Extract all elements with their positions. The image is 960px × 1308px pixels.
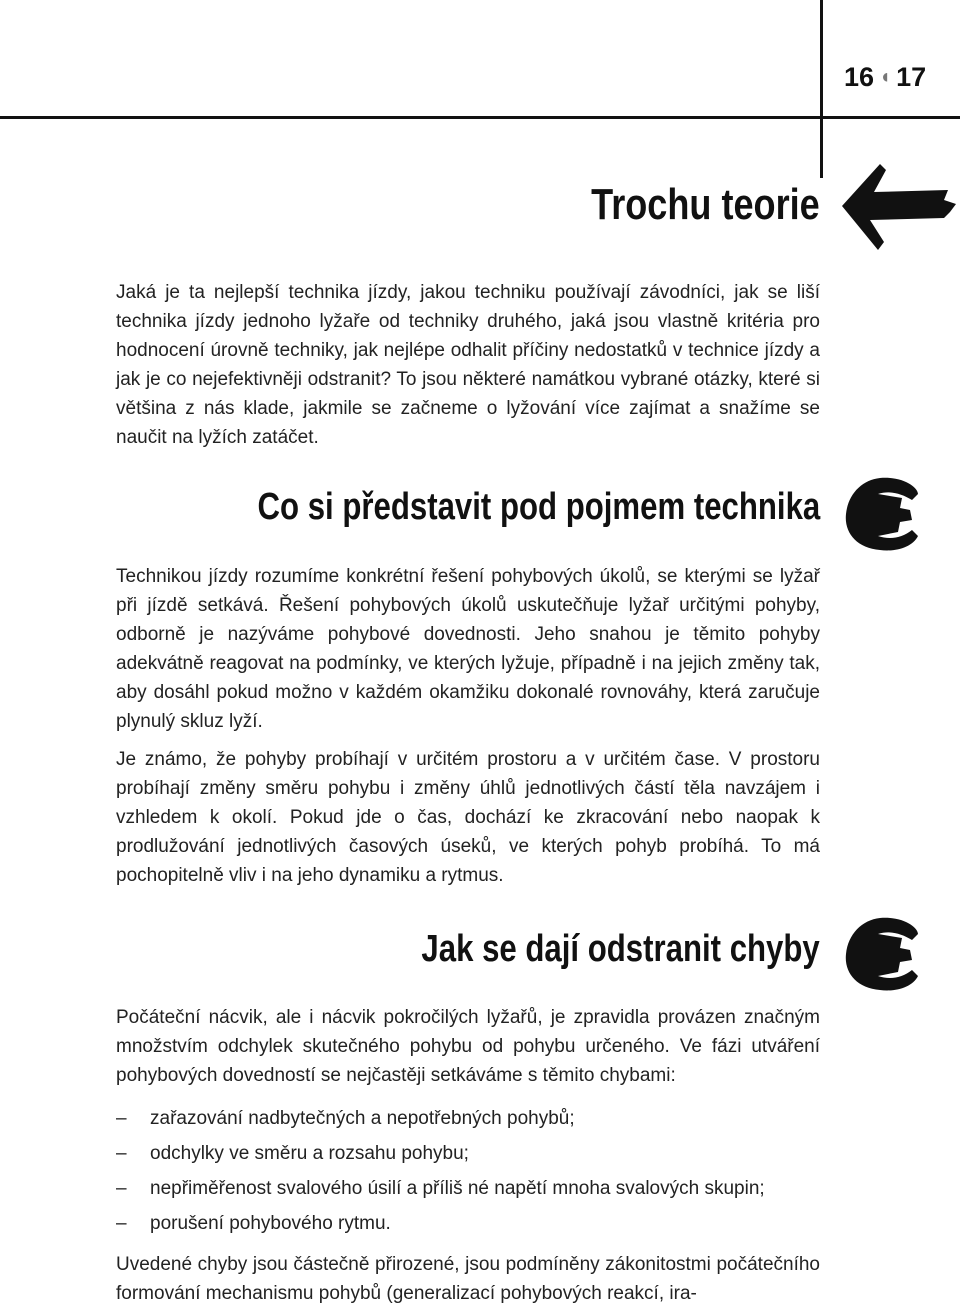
list-item-text: nepřiměřenost svalového úsilí a příliš né napětí mnoha svalových skupin;: [150, 1178, 765, 1199]
error-list: [116, 1104, 820, 1244]
arrow-left-icon: [842, 474, 922, 554]
paragraph-technika-1: Technikou jízdy rozumíme konkrétní řešení pohybových úkolů, se kterými se lyžař při jízdě setkává. Řešení pohybových úkolů uskutečňuje lyžař určitými pohyby, odborně je nazýváme pohybové dovednosti. Jeho snahou je těmito pohyby adekvátně reagovat na podmínky, ve kterých lyžuje, případně i na jejich změny tak, aby dosáhl pokud možno v každém okamžiku dokonalé rovnováhy, která zaručuje plynulý skluz lyží.: [116, 566, 820, 732]
list-bullet: –: [116, 1143, 127, 1164]
paragraph-teorie: Jaká je ta nejlepší technika jízdy, jakou techniku používají závodníci, jak se liší technika jízdy jednoho lyžaře od techniky druhého, jaká jsou vlastně kritéria pro hodnocení úrovně techniky, jak nejlépe odhalit příčiny nedostatků v technice jízdy a jak je co nejefektivněji odstranit? To jsou některé namátkou vybrané otázky, které si většina z nás klade, jakmile se začneme o lyžování více zajímat a snažíme se naučit na lyžích zatáčet.: [116, 282, 820, 448]
list-item-text: zařazování nadbytečných a nepotřebných pohybů;: [150, 1108, 575, 1129]
paragraph-chyby-closing: Uvedené chyby jsou částečně přirozené, jsou podmíněny zákonitostmi počátečního formování mechanismu pohybů (generalizací pohybových reakcí, ira-: [116, 1254, 820, 1304]
list-item-text: porušení pohybového rytmu.: [150, 1213, 391, 1234]
list-item: [116, 1209, 820, 1244]
list-bullet: –: [116, 1178, 127, 1199]
list-item: [116, 1104, 820, 1139]
page-number-left: 16: [844, 62, 875, 92]
section-title-teorie: Trochu teorie: [591, 180, 820, 229]
list-bullet: –: [116, 1213, 127, 1234]
page-numbers: [844, 62, 926, 93]
arrow-left-icon: [840, 160, 958, 252]
arrow-left-icon: [842, 914, 922, 994]
list-item: [116, 1139, 820, 1174]
paragraph-technika-2: Je známo, že pohyby probíhají v určitém prostoru a v určitém čase. V prostoru probíhají změny směru pohybu i změny úhlů jednotlivých částí těla navzájem i vzhledem k okolí. Pokud jde o čas, dochází ke zkracování nebo naopak k prodlužování jednotlivých časových úseků, ve kterých pohyb probíhá. To má pochopitelně vliv i na jeho dynamiku a rytmus.: [116, 749, 820, 886]
margin-rule: [820, 0, 823, 178]
paragraph-chyby-intro: Počáteční nácvik, ale i nácvik pokročilých lyžařů, je zpravidla provázen značným množstvím odchylek skutečného pohybu od pohybu určeného. Ve fázi utváření pohybových dovedností se nejčastěji setkáváme s těmito chybami:: [116, 1007, 820, 1086]
list-bullet: –: [116, 1108, 127, 1129]
page-number-right: 17: [896, 62, 927, 92]
list-item: [116, 1174, 820, 1209]
list-item-text: odchylky ve směru a rozsahu pohybu;: [150, 1143, 469, 1164]
section-title-technika: Co si představit pod pojmem technika: [257, 486, 820, 528]
section-title-chyby: Jak se dají odstranit chyby: [421, 928, 820, 970]
header-rule: [0, 116, 960, 119]
ski-icon: ◖: [879, 66, 892, 88]
